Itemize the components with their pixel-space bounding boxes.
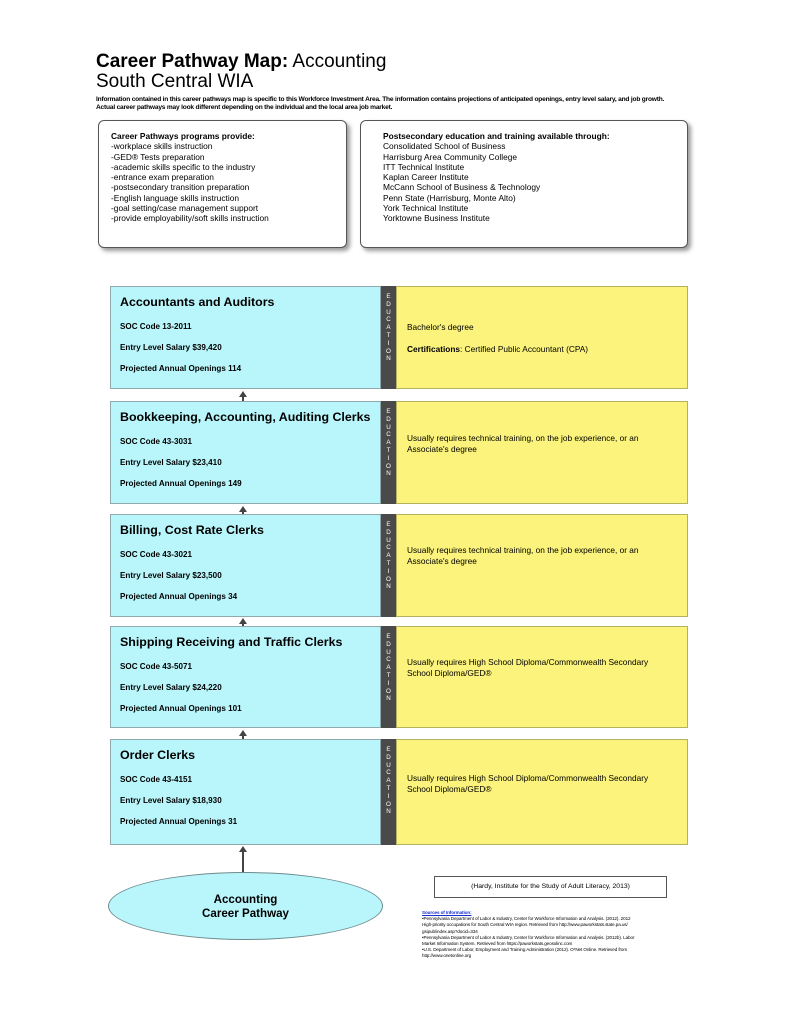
- arrow-line: [242, 734, 244, 739]
- education-bar-letter: O: [386, 347, 391, 355]
- arrow-line: [242, 510, 244, 514]
- pathway-line: Accounting: [213, 893, 278, 906]
- education-bar-letter: I: [387, 454, 390, 462]
- source-line: Market Information System. Retrieved from https://paworkstats.geosolinc.com: [422, 941, 573, 947]
- education-bar-letter: U: [386, 308, 391, 316]
- education-bar-letter: A: [386, 552, 391, 560]
- occupation-card: [110, 514, 381, 617]
- education-requirements: [396, 626, 688, 728]
- entry-salary: Entry Level Salary $23,410: [120, 458, 222, 467]
- education-bar-letter: N: [386, 583, 391, 591]
- title-rest: Accounting: [288, 51, 387, 72]
- education-bar-letter: O: [386, 687, 391, 695]
- education-bar-letter: O: [386, 575, 391, 583]
- education-bar-letter: A: [386, 664, 391, 672]
- education-bar-letter: C: [386, 544, 391, 552]
- annual-openings: Projected Annual Openings 149: [120, 479, 242, 488]
- education-bar-letter: C: [386, 316, 391, 324]
- education-bar: [381, 286, 396, 389]
- education-bar: [381, 626, 396, 728]
- education-requirements: [396, 514, 688, 617]
- education-bar-letter: D: [386, 300, 391, 308]
- postsecondary-item: Yorktowne Business Institute: [383, 213, 490, 224]
- education-text: Usually requires technical training, on the job experience, or an Associate's degree: [407, 545, 639, 566]
- career-pathway-ellipse: [108, 872, 383, 940]
- education-bar-letter: T: [386, 331, 391, 339]
- occupation-card: [110, 739, 381, 845]
- postsecondary-item: Harrisburg Area Community College: [383, 151, 518, 162]
- page-title: [96, 52, 386, 72]
- programs-item: -provide employability/soft skills instruction: [111, 213, 269, 224]
- arrow-line: [242, 622, 244, 626]
- source-line: •Pennsylvania Department of Labor & Industry, Center for Workforce Information and Analysis. (2012). 2012: [422, 916, 631, 922]
- citation-box: (Hardy, Institute for the Study of Adult Literacy, 2013): [434, 876, 667, 898]
- education-bar-letter: C: [386, 769, 391, 777]
- education-requirements: [396, 401, 688, 504]
- education-bar-letter: U: [386, 761, 391, 769]
- occupation-name: Accountants and Auditors: [120, 295, 275, 309]
- certifications-text: : Certified Public Accountant (CPA): [460, 343, 589, 354]
- education-bar-letter: U: [386, 536, 391, 544]
- programs-item: -academic skills specific to the industry: [111, 161, 256, 172]
- annual-openings: Projected Annual Openings 114: [120, 364, 242, 373]
- postsecondary-heading: Postsecondary education and training available through:: [383, 131, 610, 141]
- education-bar-letter: O: [386, 800, 391, 808]
- title-bold: Career Pathway Map:: [96, 51, 289, 72]
- education-bar-letter: E: [386, 293, 391, 300]
- programs-item: -goal setting/case management support: [111, 203, 259, 214]
- certifications-label: Certifications: [407, 343, 461, 354]
- education-bar-letter: D: [386, 415, 391, 423]
- soc-code: SOC Code 13-2011: [120, 322, 192, 331]
- education-requirements: [396, 286, 688, 389]
- education-text: Usually requires technical training, on the job experience, or an Associate's degree: [407, 433, 639, 454]
- education-bar-letter: E: [386, 521, 391, 528]
- source-line: •Pennsylvania Department of Labor & Industry, Center for Workforce Information and Analysis. (2012b). Labor: [422, 934, 635, 940]
- occupation-card: [110, 401, 381, 504]
- intro-text: [96, 96, 696, 112]
- education-bar-letter: N: [386, 470, 391, 478]
- education-requirements: [396, 739, 688, 845]
- annual-openings: Projected Annual Openings 31: [120, 817, 238, 826]
- postsecondary-item: ITT Technical Institute: [383, 161, 465, 172]
- education-bar-letter: I: [387, 567, 390, 575]
- source-line: •U.S. Department of Labor, Employment and Training Administration (2012). O*Net Online. Retrieved from: [422, 947, 628, 953]
- annual-openings: Projected Annual Openings 101: [120, 704, 242, 713]
- education-text: Bachelor's degree: [407, 322, 474, 332]
- soc-code: SOC Code 43-4151: [120, 775, 192, 784]
- postsecondary-item: York Technical Institute: [383, 203, 469, 214]
- programs-heading: Career Pathways programs provide:: [111, 131, 255, 141]
- education-bar-letter: E: [386, 746, 391, 753]
- occupation-card: [110, 286, 381, 389]
- pathway-line: Career Pathway: [202, 907, 289, 920]
- entry-salary: Entry Level Salary $24,220: [120, 683, 222, 692]
- postsecondary-item: Penn State (Harrisburg, Monte Alto): [383, 192, 516, 203]
- education-text: Usually requires High School Diploma/Commonwealth Secondary School Diploma/GED®: [407, 773, 649, 794]
- education-text: Usually requires High School Diploma/Commonwealth Secondary School Diploma/GED®: [407, 657, 649, 678]
- programs-item: -GED® Tests preparation: [111, 151, 205, 162]
- sources-block: [422, 910, 677, 960]
- education-bar-letter: U: [386, 423, 391, 431]
- education-bar-letter: A: [386, 777, 391, 785]
- occupation-name: Bookkeeping, Accounting, Auditing Clerks: [120, 410, 371, 424]
- arrow-line: [242, 396, 244, 401]
- education-bar-letter: E: [386, 633, 391, 640]
- soc-code: SOC Code 43-5071: [120, 662, 192, 671]
- sources-heading: Sources of Information:: [422, 910, 472, 915]
- arrow-line: [242, 851, 244, 872]
- education-bar-letter: D: [386, 640, 391, 648]
- education-bar-letter: T: [386, 446, 391, 454]
- education-bar-letter: C: [386, 656, 391, 664]
- page-subtitle: South Central WIA: [96, 71, 254, 92]
- education-bar-letter: I: [387, 339, 390, 347]
- source-line: High-priority occupations for South Central WIA region. Retrieved from http://www.paworkstats.state.pa.us/: [422, 922, 628, 928]
- occupation-name: Shipping Receiving and Traffic Clerks: [120, 635, 343, 649]
- annual-openings: Projected Annual Openings 34: [120, 592, 238, 601]
- programs-item: -workplace skills instruction: [111, 141, 213, 152]
- education-bar-letter: E: [386, 408, 391, 415]
- education-bar-letter: O: [386, 462, 391, 470]
- education-bar-letter: A: [386, 324, 391, 332]
- occupation-card: [110, 626, 381, 728]
- education-bar-letter: N: [386, 808, 391, 816]
- education-bar-letter: D: [386, 753, 391, 761]
- postsecondary-item: Consolidated School of Business: [383, 141, 506, 152]
- programs-item: -postsecondary transition preparation: [111, 182, 250, 193]
- education-bar: [381, 514, 396, 617]
- soc-code: SOC Code 43-3031: [120, 437, 192, 446]
- programs-item: -entrance exam preparation: [111, 172, 214, 183]
- education-bar-letter: C: [386, 431, 391, 439]
- intro-line: Information contained in this career pathways map is specific to this Workforce Investment Area. The information contains projections of anticipated openings, entry level salary, and job growth.: [96, 96, 665, 103]
- intro-line: Actual career pathways may look different depending on the individual and the local area job market.: [96, 104, 393, 111]
- programs-box: [98, 120, 347, 248]
- education-bar-letter: I: [387, 792, 390, 800]
- education-bar: [381, 739, 396, 845]
- soc-code: SOC Code 43-3021: [120, 550, 192, 559]
- source-line: http://www.onetonline.org: [422, 953, 472, 959]
- education-bar-letter: I: [387, 679, 390, 687]
- entry-salary: Entry Level Salary $23,500: [120, 571, 222, 580]
- postsecondary-item: Kaplan Career Institute: [383, 172, 469, 183]
- education-bar-letter: T: [386, 559, 391, 567]
- postsecondary-item: McCann School of Business & Technology: [383, 182, 541, 193]
- education-bar: [381, 401, 396, 504]
- education-bar-letter: T: [386, 784, 391, 792]
- education-bar-letter: U: [386, 648, 391, 656]
- postsecondary-box: [360, 120, 688, 248]
- education-bar-letter: T: [386, 671, 391, 679]
- occupation-name: Billing, Cost Rate Clerks: [120, 523, 264, 537]
- entry-salary: Entry Level Salary $39,420: [120, 343, 222, 352]
- programs-item: -English language skills instruction: [111, 192, 240, 203]
- education-bar-letter: D: [386, 528, 391, 536]
- certifications: [407, 344, 675, 355]
- occupation-name: Order Clerks: [120, 748, 196, 762]
- education-bar-letter: N: [386, 695, 391, 703]
- education-bar-letter: A: [386, 439, 391, 447]
- education-bar-letter: N: [386, 355, 391, 363]
- source-line: gsipub/index.asp?docid=334: [422, 928, 478, 934]
- entry-salary: Entry Level Salary $18,930: [120, 796, 222, 805]
